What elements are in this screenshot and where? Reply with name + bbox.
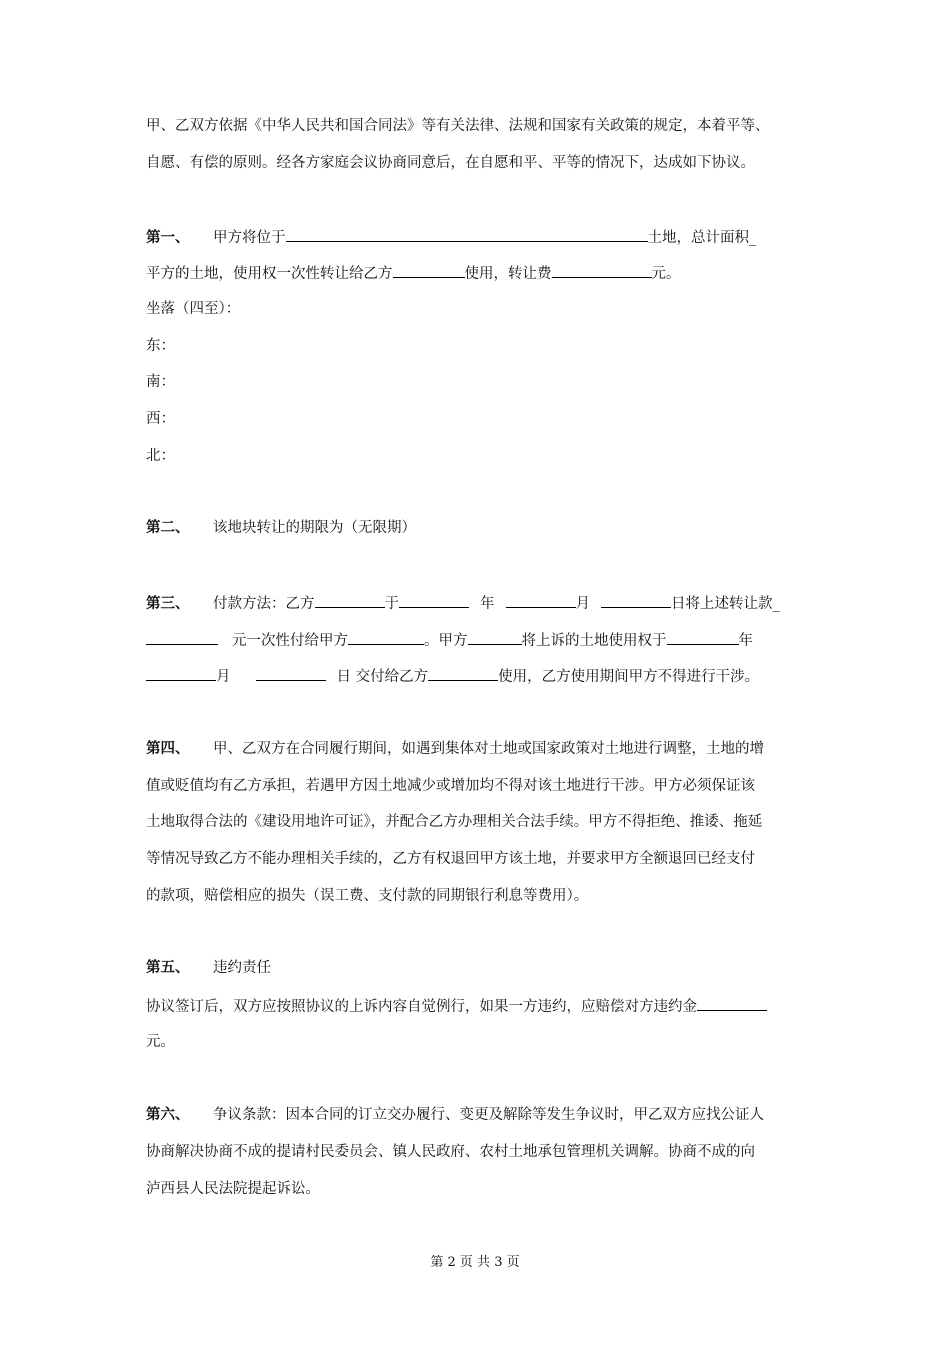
article-6-heading: 第六、 xyxy=(146,1106,190,1123)
article-3-text-a: 付款方法：乙方 xyxy=(213,596,315,612)
blank-pay-year[interactable] xyxy=(399,592,469,608)
article-3-text-h: 将上诉的土地使用权于 xyxy=(521,633,667,649)
blank-amount[interactable] xyxy=(146,629,218,645)
article-6-line-3: 泸西县人民法院提起诉讼。 xyxy=(146,1181,320,1197)
article-3-text-b: 于 xyxy=(384,596,399,612)
article-3-text-e: 日将上述转让款_ xyxy=(671,596,780,612)
article-1-line-2 xyxy=(146,262,681,284)
article-3-line-2 xyxy=(146,629,753,651)
article-3-text-l: 使用，乙方使用期间甲方不得进行干涉。 xyxy=(498,669,760,685)
article-1-text-c: 平方的土地，使用权一次性转让给乙方 xyxy=(146,266,393,282)
article-2-text: 该地块转让的期限为（无限期） xyxy=(213,520,416,536)
article-4-heading: 第四、 xyxy=(146,740,190,757)
intro-line-1: 甲、乙双方依据《中华人民共和国合同法》等有关法律、法规和国家有关政策的规定，本着平等、 xyxy=(146,118,770,134)
article-3-line-3 xyxy=(146,665,759,687)
boundary-east: 东： xyxy=(146,338,175,354)
article-2-heading: 第二、 xyxy=(146,519,190,536)
article-4-text-1: 甲、乙双方在合同履行期间，如遇到集体对土地或国家政策对土地进行调整，土地的增 xyxy=(213,741,764,757)
blank-penalty[interactable] xyxy=(697,995,767,1011)
blank-handover-recipient[interactable] xyxy=(428,665,498,681)
blank-pay-day[interactable] xyxy=(601,592,671,608)
blank-handover-year[interactable] xyxy=(667,629,739,645)
article-1-text-d: 使用，转让费 xyxy=(464,266,552,282)
article-1-text-b: 土地，总计面积_ xyxy=(647,230,757,246)
article-4-line-1 xyxy=(146,739,764,759)
blank-pay-month[interactable] xyxy=(506,592,576,608)
blank-handover-month[interactable] xyxy=(146,665,216,681)
article-4-line-5: 的款项，赔偿相应的损失（误工费、支付款的同期银行利息等费用）。 xyxy=(146,888,589,904)
article-3-heading: 第三、 xyxy=(146,595,190,612)
article-3-text-g: 。甲方 xyxy=(424,633,468,649)
article-5-text-1: 协议签订后，双方应按照协议的上诉内容自觉例行，如果一方违约，应赔偿对方违约金 xyxy=(146,999,697,1015)
blank-payee[interactable] xyxy=(348,629,424,645)
blank-location[interactable] xyxy=(286,226,648,242)
article-3-text-d: 月 xyxy=(575,596,590,612)
article-3-text-j: 月 xyxy=(216,669,231,685)
blank-payer[interactable] xyxy=(315,592,385,608)
boundary-south: 南： xyxy=(146,374,175,390)
blank-transfer-fee[interactable] xyxy=(552,262,652,278)
article-4-line-2: 值或贬值均有乙方承担，若遇甲方因土地减少或增加均不得对该土地进行干涉。甲方必须保证该 xyxy=(146,778,755,794)
boundary-west: 西： xyxy=(146,411,175,427)
article-6-line-1 xyxy=(146,1105,764,1125)
location-label: 坐落（四至）： xyxy=(146,301,241,317)
article-1-line-1 xyxy=(146,226,756,248)
boundary-north: 北： xyxy=(146,448,175,464)
article-4-line-4: 等情况导致乙方不能办理相关手续的，乙方有权退回甲方该土地，并要求甲方全额退回已经支付 xyxy=(146,851,755,867)
article-2 xyxy=(146,518,416,538)
article-6-text-1: 争议条款：因本合同的订立交办履行、变更及解除等发生争议时，甲乙双方应找公证人 xyxy=(213,1107,764,1123)
blank-transferee[interactable] xyxy=(393,262,465,278)
article-5-title: 违约责任 xyxy=(213,960,271,976)
blank-party-a[interactable] xyxy=(468,629,522,645)
article-5-heading: 第五、 xyxy=(146,959,190,976)
article-3-text-k: 日 交付给乙方 xyxy=(336,669,429,685)
article-3-line-1 xyxy=(146,592,780,614)
article-3-text-f: 元一次性付给甲方 xyxy=(232,633,348,649)
blank-handover-day[interactable] xyxy=(256,665,326,681)
article-1-heading: 第一、 xyxy=(146,229,190,246)
article-6-line-2: 协商解决协商不成的提请村民委员会、镇人民政府、农村土地承包管理机关调解。协商不成的向 xyxy=(146,1144,755,1160)
article-5-line-1 xyxy=(146,995,767,1017)
article-3-text-c: 年 xyxy=(480,596,495,612)
article-4-line-3: 土地取得合法的《建设用地许可证》，并配合乙方办理相关合法手续。甲方不得拒绝、推诿、拖延 xyxy=(146,814,763,830)
article-5-line-2: 元。 xyxy=(146,1034,175,1050)
intro-line-2: 自愿、有偿的原则。经各方家庭会议协商同意后，在自愿和平、平等的情况下，达成如下协议。 xyxy=(146,155,755,171)
article-1-text-e: 元。 xyxy=(651,266,681,282)
article-3-text-i: 年 xyxy=(738,633,753,649)
page-number: 第 2 页 共 3 页 xyxy=(430,1255,520,1270)
article-1-text-a: 甲方将位于 xyxy=(213,230,286,246)
article-5-title-line xyxy=(146,958,271,978)
